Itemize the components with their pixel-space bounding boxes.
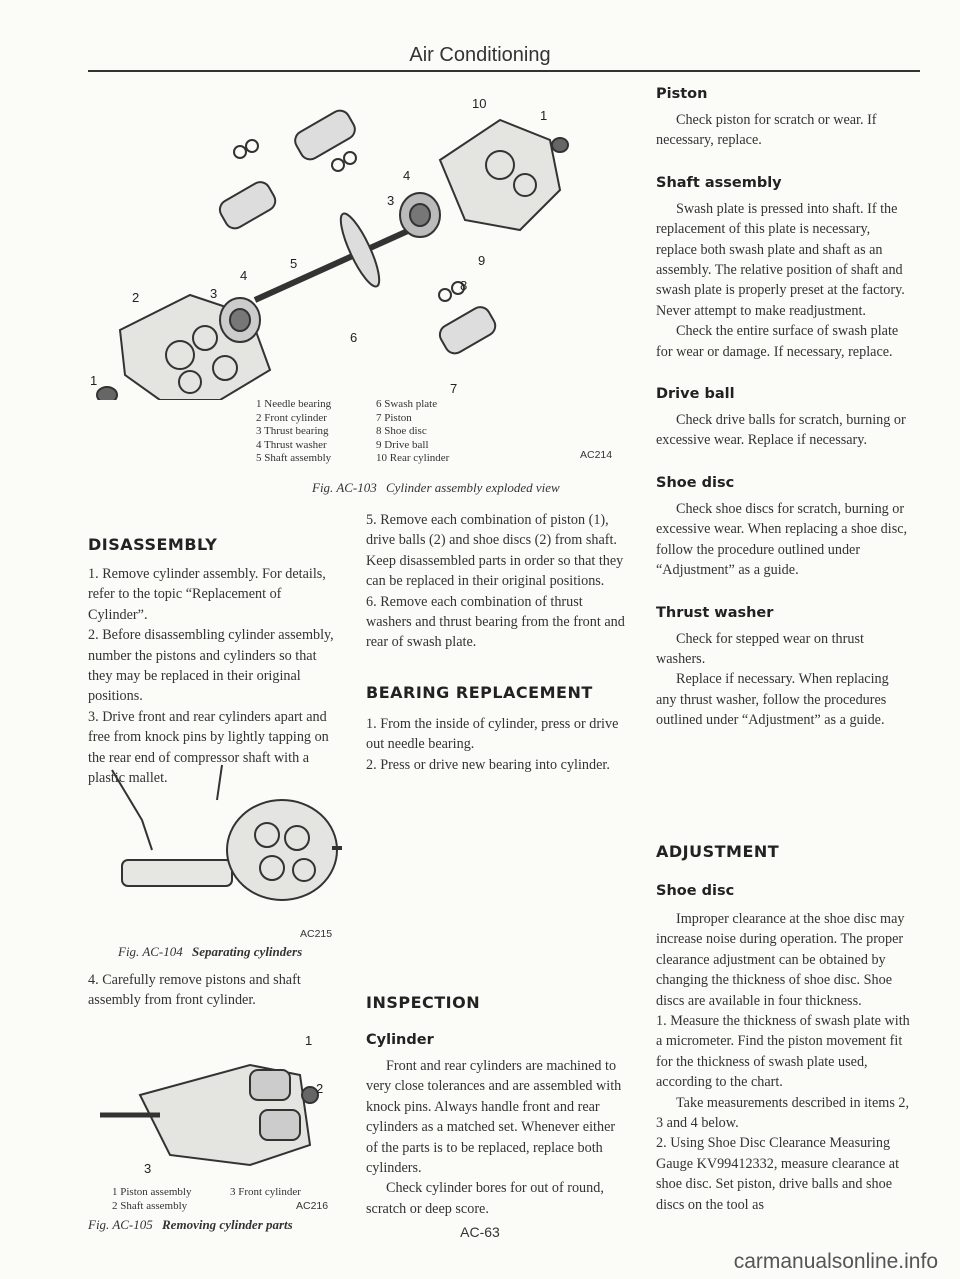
callout-9: 9: [478, 253, 486, 268]
callout-5: 5: [290, 256, 298, 271]
caption-text: Removing cylinder parts: [162, 1217, 293, 1232]
middle-column: [366, 510, 628, 775]
legend-item: 9 Drive ball: [376, 438, 429, 451]
callout-2: 2: [316, 1081, 324, 1096]
header-rule: [88, 70, 920, 72]
inspection-heading: INSPECTION: [366, 993, 481, 1012]
caption-number: Fig. AC-104: [118, 944, 183, 959]
figure-103-legend-right: [376, 398, 496, 466]
callout-7: 7: [450, 381, 458, 396]
drive-ball-paragraph: Check drive balls for scratch, burning or excessive wear. Replace if necessary.: [656, 412, 906, 449]
right-column: [656, 86, 910, 731]
drive-ball-heading: Drive ball: [656, 386, 735, 403]
figure-105-legend-2: 2 Shaft assembly: [112, 1200, 188, 1212]
caption-number: Fig. AC-103: [312, 480, 377, 495]
legend-item: 10 Rear cylinder: [376, 452, 450, 465]
adjustment-shoe-disc-heading: Shoe disc: [656, 883, 735, 899]
legend-item: 8 Shoe disc: [376, 425, 427, 438]
piston-paragraph: Check piston for scratch or wear. If necessary, replace.: [656, 112, 877, 149]
bearing-step: 2. Press or drive new bearing into cylinder.: [366, 756, 610, 773]
caption-text: Separating cylinders: [192, 944, 303, 959]
legend-item: 2 Front cylinder: [256, 411, 327, 424]
disassembly-step-5: 5. Remove each combination of piston (1), drive balls (2) and shoe discs (2) from shaft. Keep disassembled parts in order so that they can be replaced in their original positions.: [366, 512, 624, 590]
disassembly-step-4: 4. Carefully remove pistons and shaft assembly from front cylinder.: [88, 972, 301, 1009]
legend-item: 4 Thrust washer: [256, 438, 327, 451]
cylinder-paragraph: Front and rear cylinders are machined to very close tolerances and are assembled with knock pins. Always handle front and rear cylinders as a matched set. Whenever either of the parts is to be replaced, replace both cylinders.: [366, 1058, 622, 1177]
page-header: Air Conditioning: [409, 44, 551, 66]
removing-cylinder-parts-illustration: [100, 1025, 330, 1175]
cylinder-paragraph: Check cylinder bores for out of round, scratch or deep score.: [366, 1180, 604, 1217]
shaft-paragraph: Swash plate is pressed into shaft. If the replacement of this plate is necessary, replace both swash plate and shaft as an assembly. The relative position of shaft and swash plate is properly preset at the factory. Never attempt to make readjustment.: [656, 200, 905, 319]
adjustment-step: 2. Using Shoe Disc Clearance Measuring Gauge KV99412332, measure clearance at shoe disc. Set piston, drive balls and shoe discs on the tool as: [656, 1135, 900, 1213]
thrust-paragraph: Replace if necessary. When replacing any thrust washer, follow the procedures outlined under “Adjustment” as a guide.: [656, 671, 889, 729]
adjustment-paragraph: Take measurements described in items 2, 3 and 4 below.: [656, 1094, 910, 1132]
disassembly-step: 1. Remove cylinder assembly. For details, refer to the topic “Replacement of Cylinder”.: [88, 566, 326, 623]
legend-item: 7 Piston: [376, 411, 412, 424]
figure-105-legend-3: 3 Front cylinder: [230, 1186, 301, 1198]
caption-number: Fig. AC-105: [88, 1217, 153, 1232]
thrust-paragraph: Check for stepped wear on thrust washers.: [656, 630, 864, 667]
legend-item: 1 Needle bearing: [256, 398, 332, 410]
callout-8: 8: [460, 278, 468, 293]
piston-heading: Piston: [656, 86, 708, 102]
adjustment-step: 1. Measure the thickness of swash plate with a micrometer. Find the piston movement fit for the thickness of swash plate used, according to the chart.: [656, 1013, 910, 1091]
bearing-replacement-heading: BEARING REPLACEMENT: [366, 682, 593, 702]
callout-1-right: 1: [540, 108, 548, 123]
caption-text: Cylinder assembly exploded view: [386, 480, 560, 495]
callout-6: 6: [350, 330, 358, 345]
adjustment-section: [656, 842, 910, 1215]
callout-1: 1: [305, 1033, 313, 1048]
callout-3: 3: [144, 1161, 152, 1175]
adjustment-paragraph: Improper clearance at the shoe disc may increase noise during operation. The proper clearance adjustment can be obtained by changing the thickness of shoe disc. Shoe discs are available in four thickness.: [656, 911, 905, 1009]
callout-3-left: 3: [210, 286, 218, 301]
callout-4-left: 4: [240, 268, 248, 283]
disassembly-step: 2. Before disassembling cylinder assembly, number the pistons and cylinders so that they may be replaced in their original positions.: [88, 627, 334, 705]
cylinder-exploded-illustration: [80, 80, 610, 400]
separating-cylinders-illustration: [92, 760, 342, 920]
page-number: AC-63: [460, 1224, 500, 1240]
disassembly-section: [88, 535, 340, 788]
watermark: carmanualsonline.info: [733, 1250, 938, 1273]
callout-3-right: 3: [387, 193, 395, 208]
callout-4-right: 4: [403, 168, 411, 183]
shoe-disc-paragraph: Check shoe discs for scratch, burning or excessive wear. When replacing a shoe disc, follow the procedure outlined under “Adjustment” as a guide.: [656, 500, 908, 579]
adjustment-heading: ADJUSTMENT: [656, 842, 780, 861]
legend-item: 5 Shaft assembly: [256, 452, 332, 465]
disassembly-step: 3. Drive front and rear cylinders apart and free from knock pins by lightly tapping on the rear end of compressor shaft with a plastic mallet.: [88, 708, 329, 787]
shoe-disc-heading: Shoe disc: [656, 474, 735, 491]
legend-item: 3 Thrust bearing: [256, 425, 329, 438]
shaft-assembly-heading: Shaft assembly: [656, 174, 782, 191]
figure-105-code: AC216: [296, 1200, 329, 1212]
figure-105-legend-1: 1 Piston assembly: [112, 1186, 192, 1198]
disassembly-heading: DISASSEMBLY: [88, 535, 218, 554]
callout-1-left: 1: [90, 373, 98, 388]
inspection-section: [366, 993, 628, 1219]
figure-103-legend-left: [256, 398, 366, 466]
legend-item: 6 Swash plate: [376, 398, 438, 410]
figure-103-code: AC214: [580, 449, 613, 461]
callout-10: 10: [472, 96, 487, 111]
figure-104-code: AC215: [300, 928, 333, 940]
figure-103-caption: [312, 480, 612, 496]
thrust-washer-heading: Thrust washer: [656, 604, 774, 621]
cylinder-heading: Cylinder: [366, 1032, 434, 1048]
disassembly-step-6: 6. Remove each combination of thrust washers and thrust bearing from the front and rear of swash plate.: [366, 593, 625, 651]
bearing-step: 1. From the inside of cylinder, press or drive out needle bearing.: [366, 715, 619, 753]
shaft-paragraph: Check the entire surface of swash plate for wear or damage. If necessary, replace.: [656, 323, 899, 360]
callout-2: 2: [132, 290, 140, 305]
figure-104-caption: [118, 944, 348, 960]
